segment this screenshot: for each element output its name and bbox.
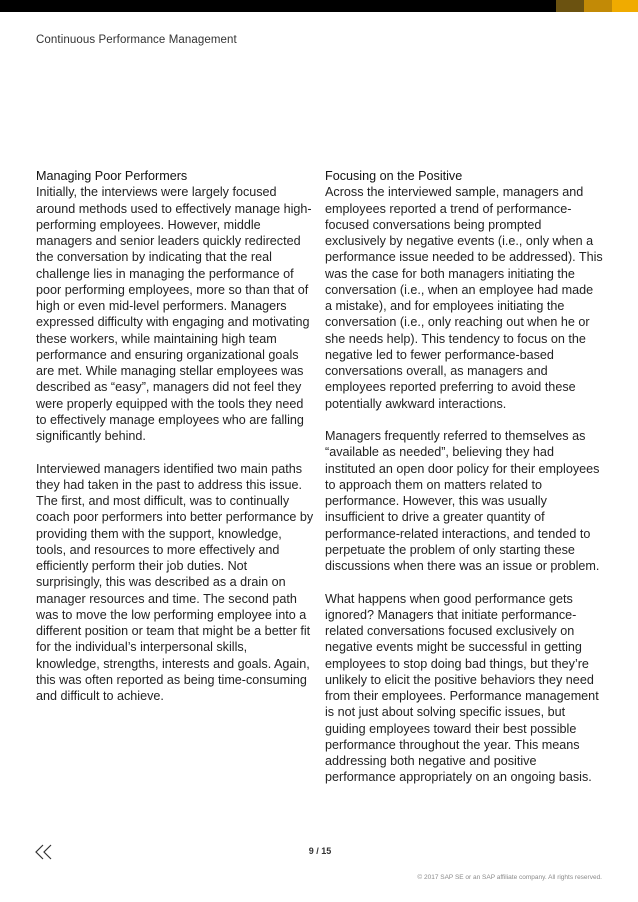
section-heading-focusing-on-the-positive: Focusing on the Positive [325, 169, 463, 183]
section-heading-managing-poor-performers: Managing Poor Performers [36, 169, 188, 183]
body-paragraph: Managers frequently referred to themselves as “available as needed”, believing they had instituted an open door policy for their employees to approach them on matters related to performance. However, this was usually insufficient to drive a greater quantity of performance-related interactions, and tended to perpetuate the problem of only starting these discussions when there was an issue or problem. [325, 429, 600, 573]
accent-block-light [612, 0, 638, 12]
body-paragraph: Initially, the interviews were largely focused around methods used to effectively manage high-performing employees. However, middle managers and senior leaders quickly redirected the conversation by indicating that the real challenge lies in managing the performance of poor performing employees, more so than that of high or even mid-level performers. Managers expressed difficulty with engaging and motivating these workers, while maintaining high team performance and ensuring organizational goals are met. While managing stellar employees was described as “easy”, managers did not feel they were properly equipped with the tools they need to effectively manage employees who are falling significantly behind. [36, 185, 312, 443]
accent-block-mid [584, 0, 612, 12]
right-column [325, 168, 603, 786]
body-paragraph: What happens when good performance gets ignored? Managers that initiate performance-related conversations focused exclusively on negative events might be successful in getting employees to stop doing bad things, but they’re unlikely to elicit the positive behaviors they need from their employees. Performance management is not just about solving specific issues, but guiding employees toward their best possible performance throughout the year. This means addressing both negative and positive performance appropriately on an ongoing basis. [325, 591, 599, 785]
body-paragraph: Across the interviewed sample, managers and employees reported a trend of performance-focused conversations being prompted exclusively by negative events (i.e., only when a performance issue needed to be addressed). This was the case for both managers initiating the conversation (i.e., when an employee had made a mistake), and for employees initiating the conversation (i.e., only reaching out when he or she needs help). This tendency to focus on the negative led to fewer performance-based conversations overall, as managers and employees reported preferring to avoid these potentially awkward interactions. [325, 185, 603, 411]
double-chevron-left-icon[interactable] [34, 843, 54, 861]
copyright-notice: © 2017 SAP SE or an SAP affiliate company. All rights reserved. [417, 874, 602, 881]
left-column [36, 168, 314, 704]
running-header: Continuous Performance Management [36, 34, 237, 46]
body-paragraph: Interviewed managers identified two main paths they had taken in the past to address this issue. The first, and most difficult, was to continually coach poor performers into better performance by providing them with the support, knowledge, tools, and resources to more effectively and efficiently perform their job duties. Not surprisingly, this was described as a drain on manager resources and time. The second path was to move the low performing employee into a different position or team that might be a better fit for the individual’s interpersonal skills, knowledge, strengths, interests and goals. Again, this was often reported as being time-consuming and difficult to achieve. [36, 461, 314, 703]
top-color-bar [0, 0, 638, 12]
accent-block-dark [556, 0, 584, 12]
page-number: 9 / 15 [308, 846, 332, 856]
